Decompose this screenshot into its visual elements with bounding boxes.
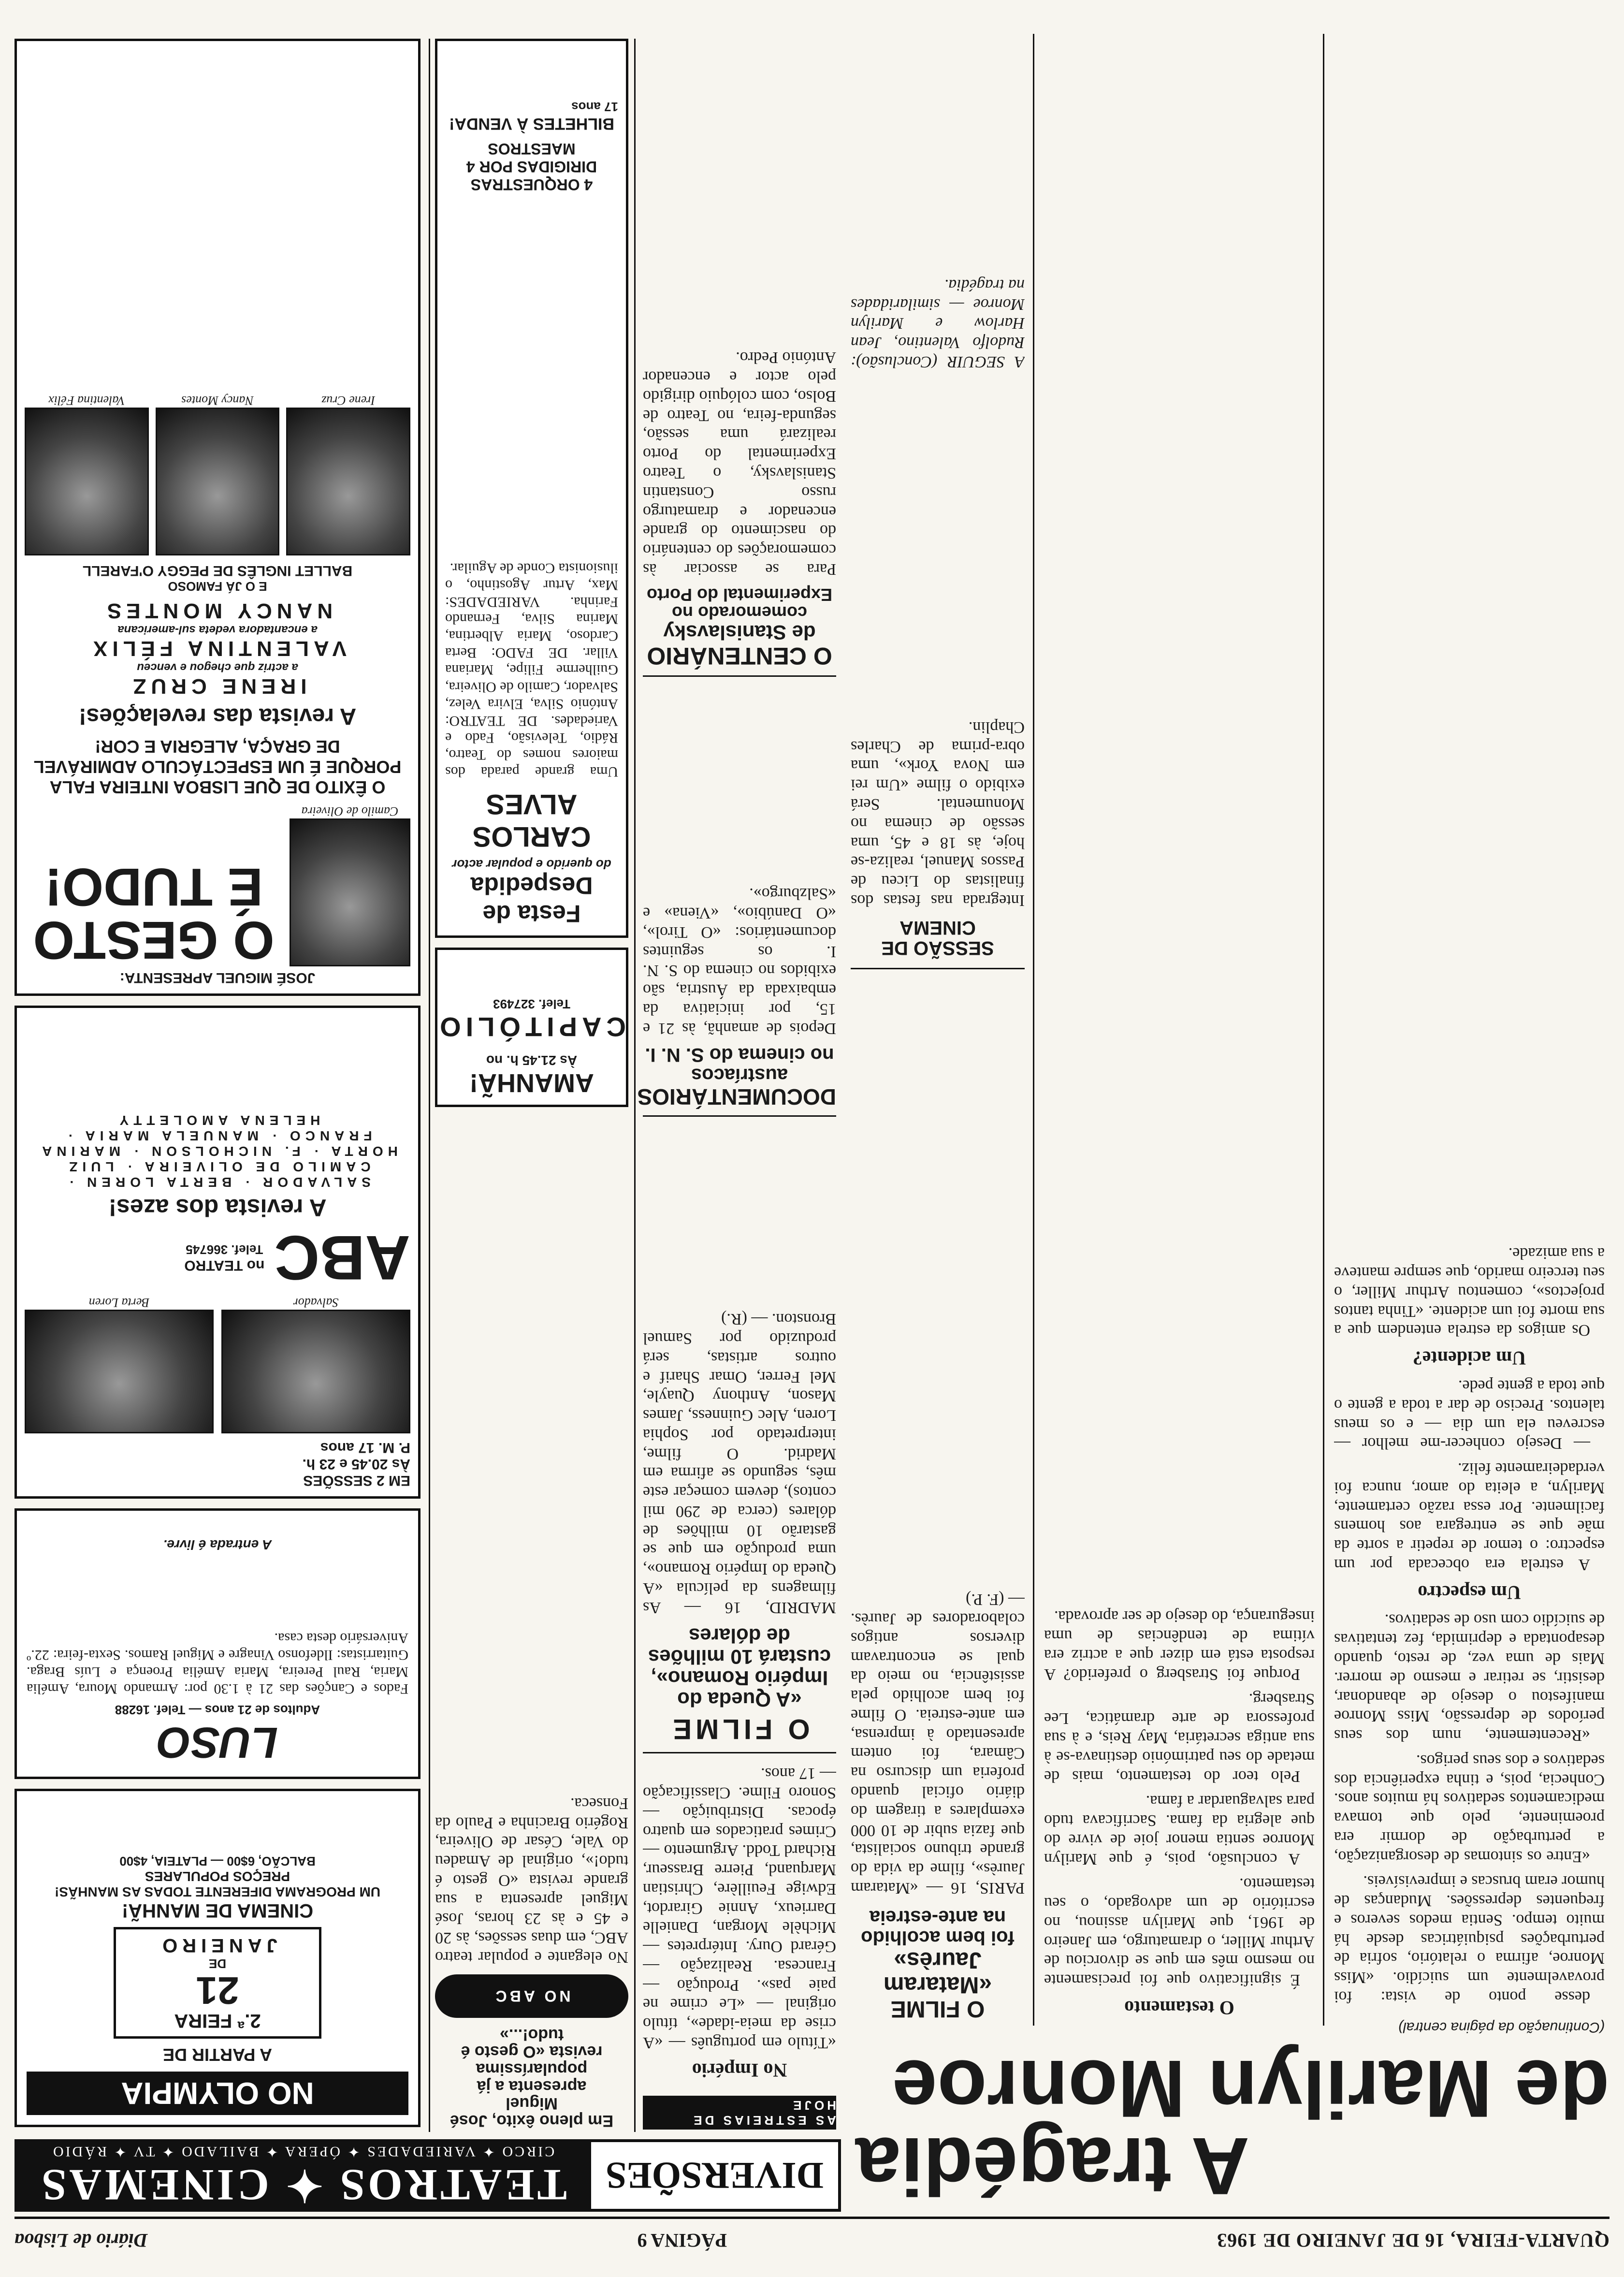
gesto-nancy: NANCY MONTES — [102, 599, 333, 623]
gesto-irene-note: a actriz que chegou e venceu — [137, 661, 298, 674]
section-rule — [643, 1752, 836, 1753]
revista-abc-info — [184, 1242, 264, 1274]
carlos-alves-ad — [435, 39, 628, 938]
stanislavsky-title-3: comemorado no Experimental do Porto — [646, 584, 833, 623]
gesto-big-title — [25, 804, 283, 970]
olympia-date-box — [114, 1927, 321, 2039]
carlos-orchestras: 4 ORQUESTRAS DIRIGIDAS POR 4 MAESTROS — [466, 140, 597, 193]
queda-body: MADRID, 16 — As filmagens da película «A Queda do Império Romano», uma produção em que se gastarão 10 milhões de dólares (cerca de 290 mil contos), devem começar este mês, segundo se afirma em Madrid. O filme, interpretado por Sophia Loren, Alec Guinness, James Mason, Anthony Quayle, Mel Ferrer, Omar Sharif e outros artistas, será produzido por Samuel Bronston. — (R.) — [643, 1310, 836, 1617]
header-page-number: PÁGINA 9 — [637, 2230, 727, 2252]
amanha-capitolio-ad — [435, 948, 628, 1107]
gesto-photo-wrap — [286, 393, 410, 555]
gesto-ad-top — [25, 804, 410, 970]
gesto-irene: IRENE CRUZ — [128, 674, 307, 698]
monroe-paragraph: desse ponto de vista: foi provavelmente um suicídio. «Miss Monroe, afirma o relatório, sofria de perturbações psiquiátricas desde há muito tempo. Sentia medos severos e frequentes depressões. Mudanças de humor eram bruscas e imprevisíveis. — [1334, 1872, 1605, 2006]
monroe-headline — [856, 2043, 1610, 2212]
gesto-photos-row — [25, 393, 410, 555]
gesto-big-2: É TUDO! — [44, 857, 263, 917]
monroe-subhead: Um espectro — [1418, 1581, 1521, 1604]
stanislavsky-section — [643, 242, 836, 677]
section-rule — [643, 1115, 836, 1117]
luso-body: Fados e Canções das 21 à 1.30 por: Armando Moura, Amélia Maria, Raul Pereira, Maria Amélia Proença e Luís Braga. Guitarristas: Ildefonso Vinagre e Miguel Ramos. Sexta-feira: 22.º Aniversário desta casa. — [27, 1630, 408, 1697]
luso-ad — [14, 1508, 420, 1779]
section-rule — [851, 968, 1025, 969]
monroe-subhead: O testamento — [1124, 1997, 1234, 2019]
monroe-paragraph: Os amigos da estrela entendem que a sua morte foi um acidente. «Tinha tantos projectos», comentou Arthur Miller, o seu terceiro marido, que sempre manteve a sua amizade. — [1334, 1244, 1605, 1340]
column-rule — [1323, 34, 1324, 2026]
gesto-ballet-note: E O JÁ FAMOSO — [168, 579, 267, 594]
documentarios-section — [637, 682, 836, 1117]
gesto-title-1: Em pleno êxito, José Miguel — [450, 2094, 614, 2130]
monroe-paragraph: Pelo teor do testamento, mais de metade do seu património destinava-se à sua antiga secretária, May Reis, e à sua professora de arte dramática, Lee Strasberg. — [1044, 1690, 1315, 1785]
header-masthead: Diário de Lisboa — [14, 2230, 148, 2252]
stanislavsky-title-2: de Stanislavsky — [663, 621, 816, 644]
gesto-revelations: A revista das revelações! — [78, 703, 357, 729]
sessao-body: Integrada nas festas dos finalistas do Liceu de Passos Manuel, realiza-se hoje, às 18 e 45, uma sessão de cinema no Monumental. Será exibido o filme «Um rei em Nova York», uma obra-prima de Charles Chaplin. — [851, 718, 1025, 909]
estreias-body: «Título em português — «A crise da meia-idade», título original — «Le crime ne paie pas». Produção — Francesa. Realização — Gérard Oury. Intérpretes — Michèle Morgan, Danielle Darrieux, Annie Girardot, Edwige Feuillère, Christian Marquand, Pierre Brasseur, Richard Todd. Argumento — Crimes praticados em quatro épocas. Distribuição — Sonoro Filme. Classificação — 17 anos. — [643, 1765, 836, 2052]
gesto-title-3: revista «O gesto é tudo!...» — [461, 2025, 603, 2061]
diversoes-title: TEATROS ✦ CINEMAS — [39, 2160, 567, 2210]
estreias-strip: AS ESTREIAS DE HOJE — [643, 2096, 836, 2130]
revista-photo-2 — [25, 1310, 214, 1433]
gesto-presents: JOSÉ MIGUEL APRESENTA: — [119, 970, 316, 986]
gesto-caption-irene: Irene Cruz — [321, 394, 376, 408]
revista-photo-1 — [221, 1310, 410, 1433]
carlos-body: Uma grande parada dos maiores nomes do Teatro, Rádio, Televisão, Fado e Variedades. DE TEATRO: António Silva, Elvira Velez, Salvador, Camilo de Oliveira, Guilherme Filipe, Mariana Villar. DE FADO: Berta Cardoso, Maria Albertina, Marina Silva, Fernando Farinha. VARIEDADES: Max, Artur Agostinho, o ilusionista Conde de Aguilar. — [445, 560, 618, 780]
monroe-paragraph: A conclusão, pois, é que Marilyn Monroe sentia menor joie de vivre do que alegria da fama. Sacrificava tudo para salvaguardar a fama. — [1044, 1792, 1315, 1868]
revista-tel: Telef. 366745 — [186, 1242, 263, 1257]
header-date: QUARTA-FEIRA, 16 DE JANEIRO DE 1963 — [1217, 2230, 1610, 2252]
olympia-month: JANEIRO — [158, 1935, 277, 1956]
revista-azes-ad — [14, 1006, 420, 1499]
gesto-nancy-note: a encantadora vedeta sul-americana — [117, 623, 318, 636]
olympia-date: 21 — [196, 1969, 239, 2012]
amanha-time: Às 21.45 h. no — [486, 1053, 578, 1068]
olympia-title: NO OLYMPIA — [27, 2072, 408, 2115]
monroe-column-1 — [1334, 44, 1605, 2006]
jaures-body: PARIS, 16 — «Mataram Jaurès», filme da vida do grande tribuno socialista, que fazia subir de 10 000 exemplares a tiragem do diário oficial quando proferia um discurso na Câmara, foi ontem apresentado à imprensa, em ante-estreia. O filme foi bem acolhido pela assistência, no meio da qual se encontravam diversos antigos colaboradores de Jaurès. — (F. P.) — [851, 1591, 1025, 1897]
gesto-caption-valentina: Valentina Félix — [48, 394, 125, 408]
revista-cast: SALVADOR · BERTA LOREN · CAMILO DE OLIVEIRA · LUIZ HORTA · F. NICHOLSON · MARINA FRANCO · MANUELA MARIA · HELENA AMOLETTY — [37, 1113, 398, 1190]
revista-rating: P. M. 17 anos — [320, 1440, 410, 1456]
diversoes-banner — [14, 2139, 841, 2212]
carlos-title: Festa de Despedida — [470, 872, 593, 927]
gesto-title-2: apresenta a já popularíssima — [476, 2059, 588, 2096]
gesto-blurb: O ÊXITO DE QUE LISBOA INTEIRA FALA PORQUE É UM ESPECTÁCULO ADMIRÁVEL DE GRAÇA, ALEGRIA E COR! — [33, 737, 402, 797]
gesto-tudo-ad — [14, 39, 420, 996]
gesto-article — [435, 1117, 628, 2132]
olympia-day: 2.ª FEIRA — [174, 2010, 261, 2031]
gesto-photo-wrap — [25, 393, 149, 555]
revista-title: A revista dos azes! — [108, 1194, 327, 1221]
monroe-paragraph: — Desejo conhecer-me melhor — escreveu ela um dia — e os meus talentos. Preciso de dar a toda a gente o que toda a gente pede. — [1334, 1377, 1605, 1453]
olympia-ad — [14, 1789, 420, 2127]
monroe-column-2 — [1044, 34, 1315, 2026]
diversoes-box: DIVERSÕES — [588, 2142, 838, 2209]
column-rule — [429, 39, 430, 2132]
documentarios-body: Depois de amanhã, às 21 e 15, por iniciativa da embaixada da Áustria, são exibidos no cinema do S. N. I. os seguintes documentários: «O Tirol», «O Danúbio», «Viena» e «Salzburgo». — [643, 885, 836, 1037]
olympia-from: A PARTIR DE — [163, 2045, 273, 2065]
monroe-paragraph: «Recentemente, num dos seus períodos de depressão, Miss Monroe manifestou o desejo de abandonar, desistir, se retirar e mesmo de morrer. Mais de uma vez, de resto, quando desapontada e deprimida, fez tentativas de suicídio com uso de sedativos. — [1334, 1611, 1605, 1745]
documentarios-title-1: DOCUMENTÁRIOS — [637, 1084, 836, 1109]
monroe-kicker: (Continuação da página central) — [1398, 2019, 1605, 2035]
gesto-caption-camilo: Camilo de Oliveira — [301, 804, 399, 818]
jaures-title-2: «Mataram Jaurès» — [883, 1947, 992, 1998]
monroe-paragraph: A estrela era obcecada por um espectro: o temor de repetir a sorte da mãe que se entregara aos homens facilmente. Por essa razão certamente, Marilyn, a eleita do amor, nunca foi verdadeiramente feliz. — [1334, 1460, 1605, 1574]
capitolio-tel: Telef. 327493 — [493, 997, 570, 1011]
olympia-prices: PREÇOS POPULARES — [145, 1869, 290, 1884]
column-rule — [1033, 34, 1034, 2026]
gesto-strip: NO ABC — [435, 1974, 628, 2018]
luso-info: Adultos de 21 anos — Telef. 16288 — [115, 1703, 320, 1717]
amanha-title: AMANHÃ! — [469, 1068, 594, 1097]
gesto-valentina: VALENTINA FÉLIX — [88, 637, 347, 660]
capitolio-name: CAPITÓLIO — [435, 1012, 626, 1042]
monroe-subhead: Um acidente? — [1412, 1347, 1526, 1370]
sessao-title: SESSÃO DE CINEMA — [881, 917, 994, 959]
estreias-title: No Império — [692, 2059, 787, 2081]
gesto-photo-wrap — [290, 804, 410, 966]
revista-caption-1: Salvador — [293, 1296, 339, 1310]
revista-photos — [25, 1295, 410, 1433]
olympia-prices-detail: BALCÃO, 6$00 — PLATEIA, 4$00 — [119, 1854, 316, 1868]
diversoes-subtitle: CIRCO ✦ VARIEDADES ✦ ÓPERA ✦ BAILADO ✦ TV ✦ RÁDIO — [51, 2144, 555, 2160]
queda-title-1: O FILME — [669, 1713, 810, 1745]
gesto-photo-nancy — [156, 408, 280, 555]
carlos-name: CARLOS ALVES — [472, 788, 591, 852]
olympia-de: DE — [208, 1956, 227, 1971]
revista-photo-wrap — [221, 1295, 410, 1433]
olympia-program: UM PROGRAMA DIFERENTE TODAS AS MANHÃS! — [54, 1884, 381, 1899]
gesto-big-1: O GESTO — [33, 910, 275, 970]
gesto-caption-nancy: Nancy Montes — [181, 394, 254, 408]
estreias-column — [643, 1122, 836, 2088]
revista-photo-wrap — [25, 1295, 214, 1433]
section-rule — [643, 675, 836, 677]
queda-title-2: «A Queda do Império Romano», custará 10 milhões de dólares — [648, 1624, 831, 1711]
jaures-column — [851, 34, 1025, 2026]
monroe-headline-line2: de Marilyn Monroe — [892, 2043, 1610, 2135]
gesto-ballet: BALLET INGLÊS DE PEGGY O'FARELL — [82, 563, 353, 579]
carlos-age: 17 anos — [571, 100, 618, 114]
jaures-title-4: na ante-estreia — [869, 1906, 1006, 1928]
gesto-photo-wrap — [156, 393, 280, 555]
revista-sessions: EM 2 SESSÕES — [303, 1473, 410, 1489]
gesto-photo-irene — [286, 408, 410, 555]
gesto-photo-valentina — [25, 408, 149, 555]
revista-theatre: no TEATRO — [184, 1257, 265, 1274]
gesto-body: No elegante e popular teatro ABC, em duas sessões, às 20 e 45 e às 23 horas, José Miguel apresenta a sua grande revista «O gesto é tudo!», original de Amadeu do Vale, César de Oliveira, Rogério Bracinha e Paulo da Fonseca. — [435, 1794, 628, 1966]
sessao-next: A SEGUIR (Conclusão): Rudolfo Valentino, Jean Harlow e Marilyn Monroe — similaridades na tragédia. — [851, 276, 1025, 371]
monroe-paragraph: É significativo que foi precisamente no mesmo mês em que se divorciou de Arthur Miller, o dramaturgo, em Janeiro de 1961, que Marilyn assinou, no escritório de um advogado, o seu testamento. — [1044, 1875, 1315, 1989]
jaures-title-3: foi bem acolhido — [861, 1927, 1015, 1948]
luso-name: LUSO — [157, 1718, 278, 1766]
stanislavsky-body: Para se associar às comemorações do centenário do nascimento do grande encenador e dramaturgo russo Constantin Stanislavsky, o Teatro Experimental do Porto realizará uma sessão, segunda-feira, no Teatro de Bolso, com colóquio dirigido pelo actor e encenador António Pedro. — [643, 349, 836, 578]
revista-times: Às 20.45 e 23 h. — [302, 1456, 410, 1472]
monroe-paragraph: «Entre os sintomas de desorganização, a perturbação de dormir era proeminente, pelo que tomava medicamentos sedativos há muitos anos. Conhecia, pois, e tinha experiência dos sedativos e dos seus perigos. — [1334, 1751, 1605, 1866]
revista-caption-2: Berta Loren — [88, 1296, 150, 1310]
monroe-paragraph: Porque foi Strasberg o preferido? A resposta está em dizer que a actriz era vítima de tendências de uma insegurança, do desejo de ser aprovada. — [1044, 1607, 1315, 1683]
revista-abc: ABC — [274, 1223, 410, 1293]
jaures-title-1: O FILME — [890, 1996, 985, 2022]
carlos-tickets: BILHETES À VENDA! — [449, 115, 614, 133]
page-header — [14, 2217, 1610, 2262]
documentarios-title-3: no cinema do S. N. I. — [645, 1044, 834, 1066]
diversoes-main — [17, 2142, 588, 2209]
column-rule — [634, 39, 636, 2132]
gesto-photo-camilo — [290, 818, 410, 966]
carlos-subtitle: do querido e popular actor — [452, 857, 611, 872]
revista-abc-row — [25, 1223, 410, 1293]
documentarios-title-2: austríacos — [691, 1064, 788, 1086]
monroe-headline-line1: A tragédia — [856, 2121, 1250, 2212]
luso-entry: A entrada é livre. — [163, 1537, 272, 1552]
stanislavsky-title-1: O CENTENÁRIO — [647, 642, 832, 670]
olympia-cinema: CINEMA DE MANHÃ! — [121, 1900, 314, 1921]
